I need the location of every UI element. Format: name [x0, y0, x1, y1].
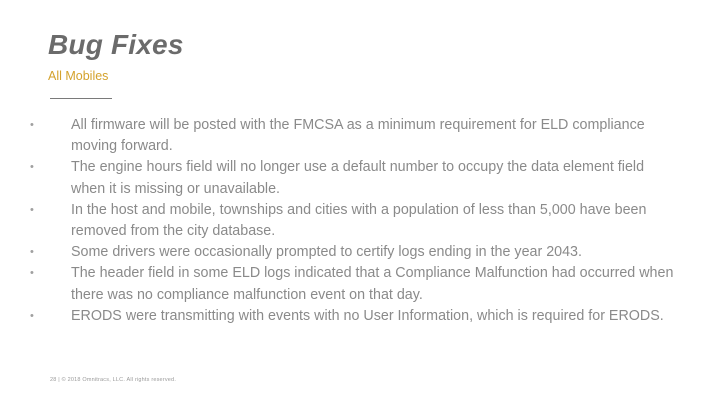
- bullet-marker: •: [30, 161, 34, 174]
- bullet-marker: •: [30, 309, 34, 322]
- bullet-marker: •: [30, 203, 34, 216]
- bullet-item: [30, 115, 680, 157]
- bullet-text: In the host and mobile, townships and cities with a population of less than 5,000 have been removed from the city database.: [71, 201, 647, 240]
- bullet-item: [30, 263, 680, 305]
- bullet-text: ERODS were transmitting with events with no User Information, which is required for ERODS.: [71, 307, 664, 324]
- bullet-text: The header field in some ELD logs indicated that a Compliance Malfunction had occurred when there was no compliance malfunction event on that day.: [71, 265, 674, 303]
- slide-footer: 28 | © 2018 Omnitracs, LLC. All rights reserved.: [50, 377, 177, 383]
- bullet-item: [30, 157, 680, 199]
- bullet-item: [30, 242, 680, 263]
- bullet-marker: •: [30, 267, 34, 280]
- bullet-text: Some drivers were occasionally prompted to certify logs ending in the year 2043.: [71, 244, 582, 261]
- bullet-item: [30, 306, 680, 327]
- slide-title: Bug Fixes: [48, 29, 184, 60]
- slide-subtitle: All Mobiles: [48, 69, 109, 83]
- bullet-text: All firmware will be posted with the FMCSA as a minimum requirement for ELD compliance moving forward.: [71, 117, 645, 155]
- bullet-marker: •: [30, 246, 34, 259]
- title-divider: [50, 98, 112, 99]
- bullet-item: [30, 200, 680, 242]
- bullet-list: [30, 115, 680, 327]
- bullet-text: The engine hours field will no longer use a default number to occupy the data element field when it is missing or unavailable.: [71, 159, 645, 197]
- bullet-marker: •: [30, 119, 34, 131]
